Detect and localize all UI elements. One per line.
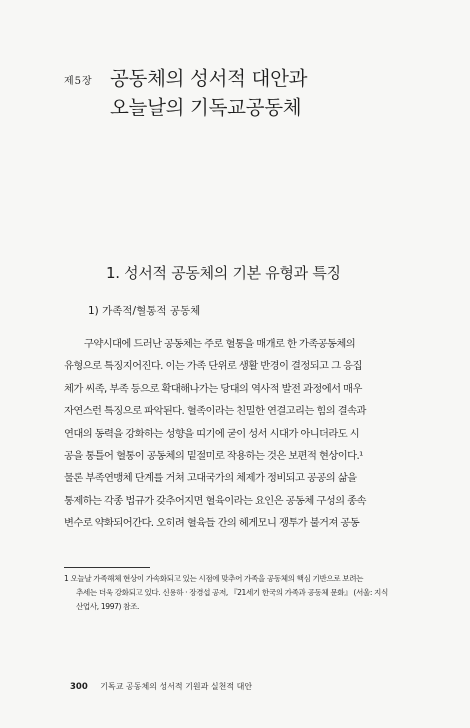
- body-paragraph: [64, 333, 426, 535]
- page-footer: [70, 681, 252, 692]
- chapter-title-line: 오늘날의 기독교공동체: [110, 96, 302, 119]
- chapter-title-line: 공동체의 성서적 대안과: [110, 67, 308, 90]
- body-line: 유형으로 특징지어진다. 이는 가족 단위로 생활 반경이 결정되고 그 응집: [64, 360, 362, 373]
- page-number: 300: [70, 682, 88, 692]
- footnote: [64, 572, 424, 614]
- body-line: 변수로 약화되어간다. 오히려 혈육들 간의 헤게모니 쟁투가 불거져 공동: [64, 517, 360, 530]
- body-line: 공을 통틀어 혈통이 공동체의 밑절미로 작용하는 것은 보편적 현상이다.¹: [64, 449, 363, 462]
- subsection-title: 1) 가족적/혈통적 공동체: [88, 305, 201, 317]
- running-title: 기독교 공동체의 성서적 기원과 실천적 대안: [100, 682, 253, 691]
- chapter-label: 제5장: [64, 76, 93, 87]
- body-line: 연대의 동력을 강화하는 성향을 띠기에 굳이 성서 시대가 아니더라도 시: [64, 427, 360, 440]
- chapter-title: [110, 64, 307, 122]
- body-line: 물론 부족연맹체 단계를 거쳐 고대국가의 체제가 정비되고 공공의 삶을: [64, 472, 357, 485]
- footnote-divider: [64, 567, 150, 568]
- footnote-line: 1 오늘날 가족해체 현상이 가속화되고 있는 시점에 맞추어 가족을 공동체의 핵심 기반으로 보려는: [64, 574, 364, 583]
- footnote-line: 추세는 더욱 강화되고 있다. 신용하 · 장경섭 공저, 『21세기 한국의 가족과 공동체 문화』 (서울: 지식: [76, 588, 388, 597]
- body-line: 체가 씨족, 부족 등으로 확대해나가는 당대의 역사적 발전 과정에서 매우: [64, 382, 362, 395]
- body-line: 자연스런 특징으로 파악된다. 혈족이라는 친밀한 연결고리는 힘의 결속과: [64, 405, 366, 418]
- section-title: 1. 성서적 공동체의 기본 유형과 특징: [106, 264, 341, 282]
- body-line: 구약시대에 드러난 공동체는 주로 혈통을 매개로 한 가족공동체의: [84, 338, 356, 350]
- footnote-line: 산업사, 1997) 참조.: [76, 602, 140, 611]
- body-line: 통제하는 각종 법규가 갖추어지면 혈육이라는 요인은 공동체 구성의 종속: [64, 494, 366, 507]
